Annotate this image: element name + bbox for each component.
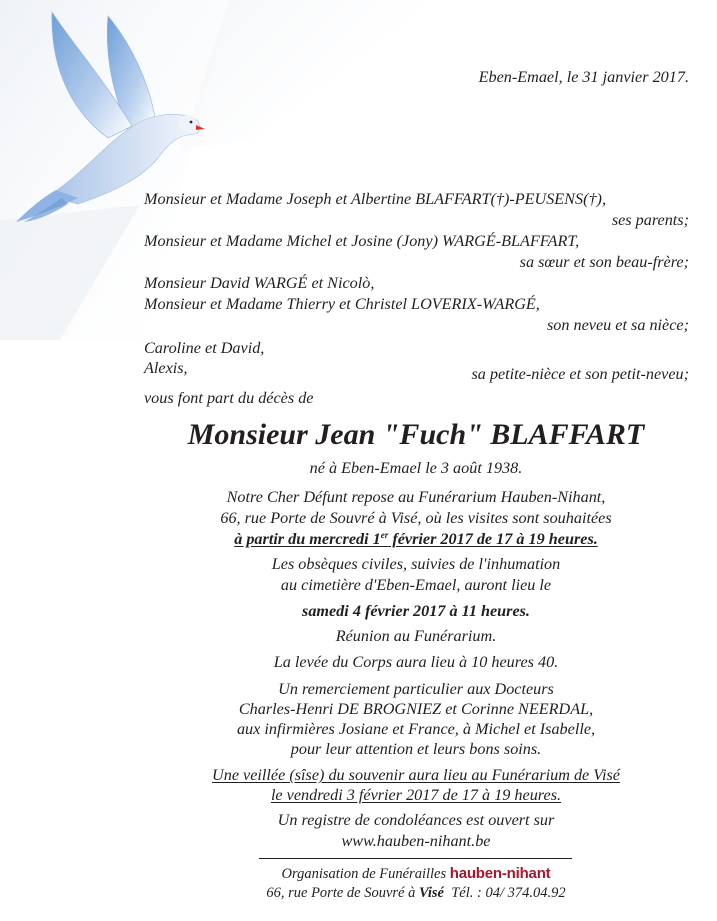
thanks-line-3: aux infirmières Josiane et France, à Michel et Isabelle,	[236, 720, 596, 738]
footer-phone: Tél. : 04/ 374.04.92	[451, 885, 566, 901]
family-relation-nephew-niece: son neveu et sa nièce;	[546, 316, 689, 334]
birth-info: né à Eben-Emael le 3 août 1938.	[309, 459, 523, 477]
thanks-line-1: Un remerciement particulier aux Docteurs	[278, 680, 554, 698]
place-date: Eben-Emael, le 31 janvier 2017.	[478, 68, 689, 86]
visit-hours-sup: er	[380, 530, 389, 540]
family-line-parents: Monsieur et Madame Joseph et Albertine BLAFFART(†)-PEUSENS(†),	[144, 190, 606, 208]
meeting-place: Réunion au Funérarium.	[335, 627, 497, 645]
register-url: www.hauben-nihant.be	[341, 832, 491, 850]
footer-address	[142, 885, 690, 902]
visit-hours	[142, 530, 690, 549]
family-relation-grandchildren: sa petite-nièce et son petit-neveu;	[471, 365, 689, 383]
footer-address-street: 66, rue Porte de Souvré à	[266, 885, 419, 901]
visit-hours-part2: février 2017 de 17 à 19 heures.	[388, 530, 598, 548]
family-line-nephew: Monsieur David WARGÉ et Nicolò,	[144, 274, 375, 292]
ceremony-date: samedi 4 février 2017 à 11 heures.	[302, 602, 530, 620]
brand-logo-text: hauben-nihant	[449, 865, 551, 882]
family-line-grandnephew: Alexis,	[144, 359, 188, 377]
rest-line-2: 66, rue Porte de Souvré à Visé, où les visites sont souhaitées	[220, 509, 612, 527]
levee-time: La levée du Corps aura lieu à 10 heures 40.	[273, 653, 559, 671]
thanks-line-4: pour leur attention et leurs bons soins.	[290, 740, 542, 758]
family-relation-parents: ses parents;	[611, 211, 689, 229]
family-line-sister: Monsieur et Madame Michel et Josine (Jony) WARGÉ-BLAFFART,	[144, 232, 580, 250]
footer-org-label: Organisation de Funérailles	[281, 866, 447, 882]
visit-hours-part1: à partir du mercredi 1	[234, 530, 381, 548]
vigil-line-1: Une veillée (sîse) du souvenir aura lieu au Funérarium de Visé	[212, 766, 620, 784]
family-line-grandniece: Caroline et David,	[144, 339, 265, 357]
footer-divider	[259, 858, 572, 859]
family-relation-sister: sa sœur et son beau-frère;	[519, 253, 689, 271]
rest-line-1: Notre Cher Défunt repose au Funérarium Hauben-Nihant,	[226, 488, 606, 506]
footer-address-city: Visé	[419, 885, 444, 901]
thanks-line-2: Charles-Henri DE BROGNIEZ et Corinne NEERDAL,	[238, 700, 594, 718]
footer-organisation	[142, 865, 690, 883]
family-line-niece: Monsieur et Madame Thierry et Christel LOVERIX-WARGÉ,	[144, 295, 540, 313]
register-line: Un registre de condoléances est ouvert sur	[277, 811, 555, 829]
ceremony-line-2: au cimetière d'Eben-Emael, auront lieu le	[280, 576, 552, 594]
announcement-intro: vous font part du décès de	[144, 389, 314, 407]
deceased-name: Monsieur Jean "Fuch" BLAFFART	[187, 418, 645, 451]
vigil-line-2: le vendredi 3 février 2017 de 17 à 19 heures.	[270, 786, 562, 804]
ceremony-line-1: Les obsèques civiles, suivies de l'inhumation	[271, 555, 561, 573]
